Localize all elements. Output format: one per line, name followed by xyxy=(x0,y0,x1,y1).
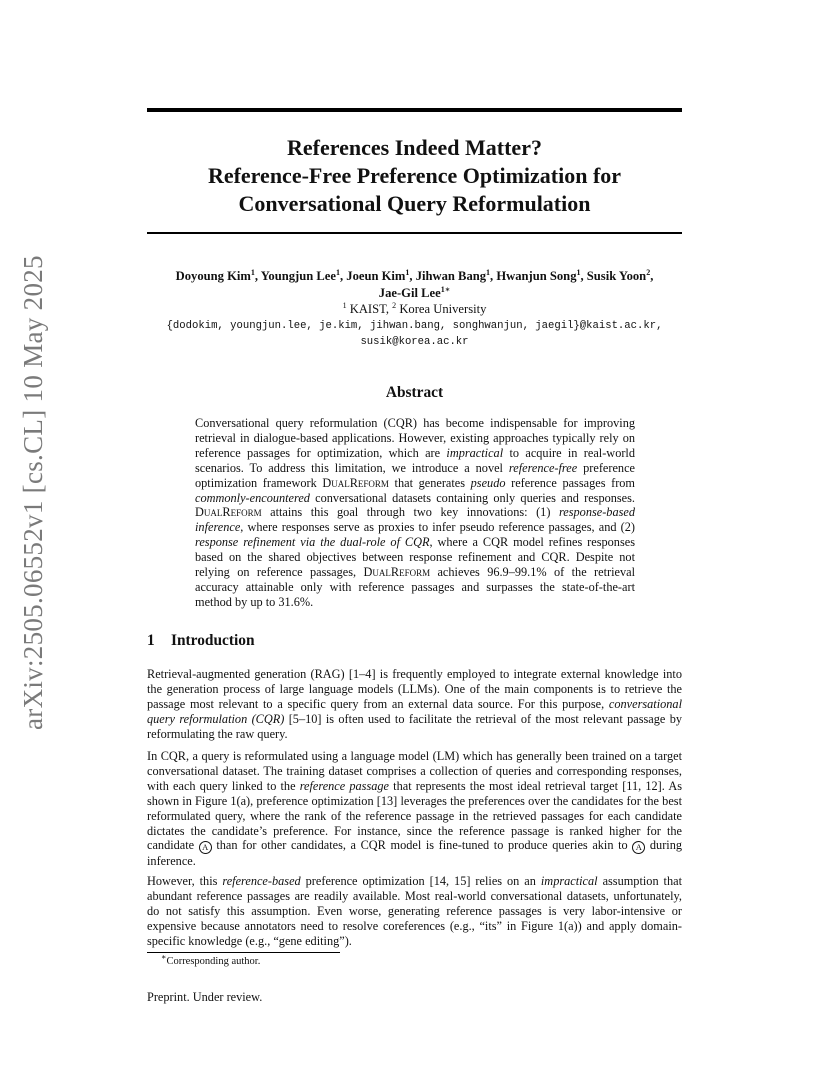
paragraph-text: during inference. xyxy=(147,838,682,869)
abstract-text: achieves 96.9–99.1% of the retrieval accuracy attainable only with reference passages and surpasses the state-of-the-art method by up to 31.6%. xyxy=(195,565,635,609)
title-line-1: References Indeed Matter? xyxy=(287,135,542,160)
paragraph-text: preference optimization [14, 15] relies on an xyxy=(300,874,541,888)
abstract-heading: Abstract xyxy=(385,384,444,401)
abstract-emph: commonly-encountered xyxy=(195,490,310,505)
author-name: Jae-Gil Lee xyxy=(378,286,441,300)
abstract-text: Conversational query reformulation (CQR) has become indispensable for improving retrieval in dialogue-based applications. However, existing approaches typically rely on reference passages for optimization, which are xyxy=(195,416,635,460)
paragraph-text: than for other candidates, a CQR model is fine-tuned to produce queries akin to xyxy=(211,838,633,853)
paragraph-text: However, this xyxy=(147,874,223,888)
paragraph-text: assumption that abundant reference passages are readily available. Most real-world conversational datasets, unfortunately, do not satisfy this assumption. Even worse, generating reference passages is very labor-intensive or expensive because annotators need to resolve coreferences (e.g., “its” in Figure 1(a)) and apply domain-specific knowledge (e.g., “gene editing”). xyxy=(147,874,683,948)
paragraph-text: Retrieval-augmented generation (RAG) [1–4] is frequently employed to integrate external knowledge into the generation process of large language models (LLMs). One of the main components is to retrieve the passage most relevant to a specific query from an external data source. For this purpose, xyxy=(147,667,682,711)
abstract-text: reference passages from xyxy=(505,475,635,490)
author-name: Hwanjun Song xyxy=(496,269,577,283)
abstract-text: that generates xyxy=(388,475,471,490)
section-number: 1 xyxy=(147,632,155,649)
abstract-emph: reference-free xyxy=(508,460,578,475)
paragraph-emph: impractical xyxy=(540,874,598,888)
title-bottom-rule xyxy=(147,232,682,234)
affil-org: Korea University xyxy=(399,302,487,316)
author-affil-mark: 1 xyxy=(335,267,340,277)
footnote xyxy=(161,952,261,967)
author-affil-mark: 1∗ xyxy=(440,284,451,294)
author-affil-mark: 1 xyxy=(250,267,255,277)
email-line: susik@korea.ac.kr xyxy=(360,336,469,348)
intro-paragraph-3 xyxy=(147,874,682,949)
intro-paragraph-2 xyxy=(147,749,682,869)
title-top-rule xyxy=(147,108,682,112)
author-list: Doyoung Kim$^1$, Youngjun Lee$^1$, Joeun Kim$^1$, Jihwan Bang$^1$, Hwanjun Song$^1$, Susik Yoon$^2$, Jae-Gil Lee$^{1∗}$ xyxy=(175,267,654,300)
affil-mark: 1 xyxy=(342,300,347,310)
intro-paragraph-1 xyxy=(147,667,682,742)
footnote-rule xyxy=(147,952,340,953)
author-name: Susik Yoon xyxy=(586,269,647,283)
method-name: DualReform xyxy=(195,505,262,520)
author-name: Youngjun Lee xyxy=(260,269,336,283)
preprint-notice: Preprint. Under review. xyxy=(147,990,263,1004)
abstract-text: attains this goal through two key innovations: (1) xyxy=(261,505,559,520)
email-line: {dodokim, youngjun.lee, je.kim, jihwan.bang, songhwanjun, jaegil}@kaist.ac.kr, xyxy=(166,320,663,332)
footnote-text: Corresponding author. xyxy=(166,956,261,967)
affil-mark: 2 xyxy=(392,300,397,310)
abstract-text: conversational datasets containing only queries and responses. xyxy=(309,490,635,505)
abstract-emph: pseudo xyxy=(470,475,506,490)
paragraph-text: In CQR, a query is reformulated using a language model (LM) which has generally been trained on a target conversational dataset. The training dataset comprises a collection of queries and corresponding responses, with each query linked to the xyxy=(147,749,682,793)
title-line-3: Conversational Query Reformulation xyxy=(238,191,591,216)
arxiv-identifier: arXiv:2505.06552v1 [cs.CL] 10 May 2025 xyxy=(18,255,48,730)
abstract-text: to acquire in real-world scenarios. To address this limitation, we introduce a novel xyxy=(195,445,636,475)
abstract-text: , where responses serve as proxies to infer pseudo reference passages, and (2) xyxy=(240,520,635,535)
affil-org: KAIST, xyxy=(349,302,390,316)
author-affil-mark: 1 xyxy=(576,267,581,277)
abstract-text: , where a CQR model refines responses based on the shared objectives between response refinement and CQR. Despite not relying on reference passages, xyxy=(195,535,635,580)
author-name: Joeun Kim xyxy=(346,269,406,283)
abstract-text: preference optimization framework xyxy=(195,460,635,490)
author-emails xyxy=(147,318,682,350)
circled-a-icon: A xyxy=(632,841,645,854)
affiliations xyxy=(147,302,682,317)
author-affil-mark: 1 xyxy=(405,267,410,277)
author-name: Jihwan Bang xyxy=(415,269,487,283)
footnote-mark: ∗ xyxy=(161,952,167,962)
method-name: DualReform xyxy=(363,565,431,580)
author-affil-mark: 2 xyxy=(646,267,651,277)
abstract-emph: response-based inference xyxy=(195,505,635,535)
paragraph-emph: reference passage xyxy=(299,778,390,793)
paragraph-text: [5–10] is often used to facilitate the retrieval of the most relevant passage by reformulating the raw query. xyxy=(147,711,682,741)
circled-a-icon: A xyxy=(199,841,212,854)
abstract-emph: impractical xyxy=(446,445,504,460)
paper-title xyxy=(147,134,682,218)
paragraph-emph: conversational query reformulation (CQR) xyxy=(147,696,682,726)
method-name: DualReform xyxy=(322,475,389,490)
section-heading-introduction xyxy=(147,632,255,650)
author-affil-mark: 1 xyxy=(486,267,491,277)
title-line-2: Reference-Free Preference Optimization for xyxy=(207,163,622,188)
abstract-emph: response refinement via the dual-role of CQR xyxy=(195,535,430,550)
paragraph-text: that represents the most ideal retrieval target [11, 12]. As shown in Figure 1(a), preference optimization [13] leverages the preferences over the candidates for the best reformulated query, where the rank of the reference passage in the retrieved passages for each candidate dictates the candidate’s preference. For instance, since the reference passage is ranked higher for the candidate xyxy=(147,778,682,853)
author-name: Doyoung Kim xyxy=(175,269,251,283)
paragraph-emph: reference-based xyxy=(222,874,301,888)
section-title: Introduction xyxy=(171,632,255,649)
abstract-body xyxy=(195,416,635,610)
